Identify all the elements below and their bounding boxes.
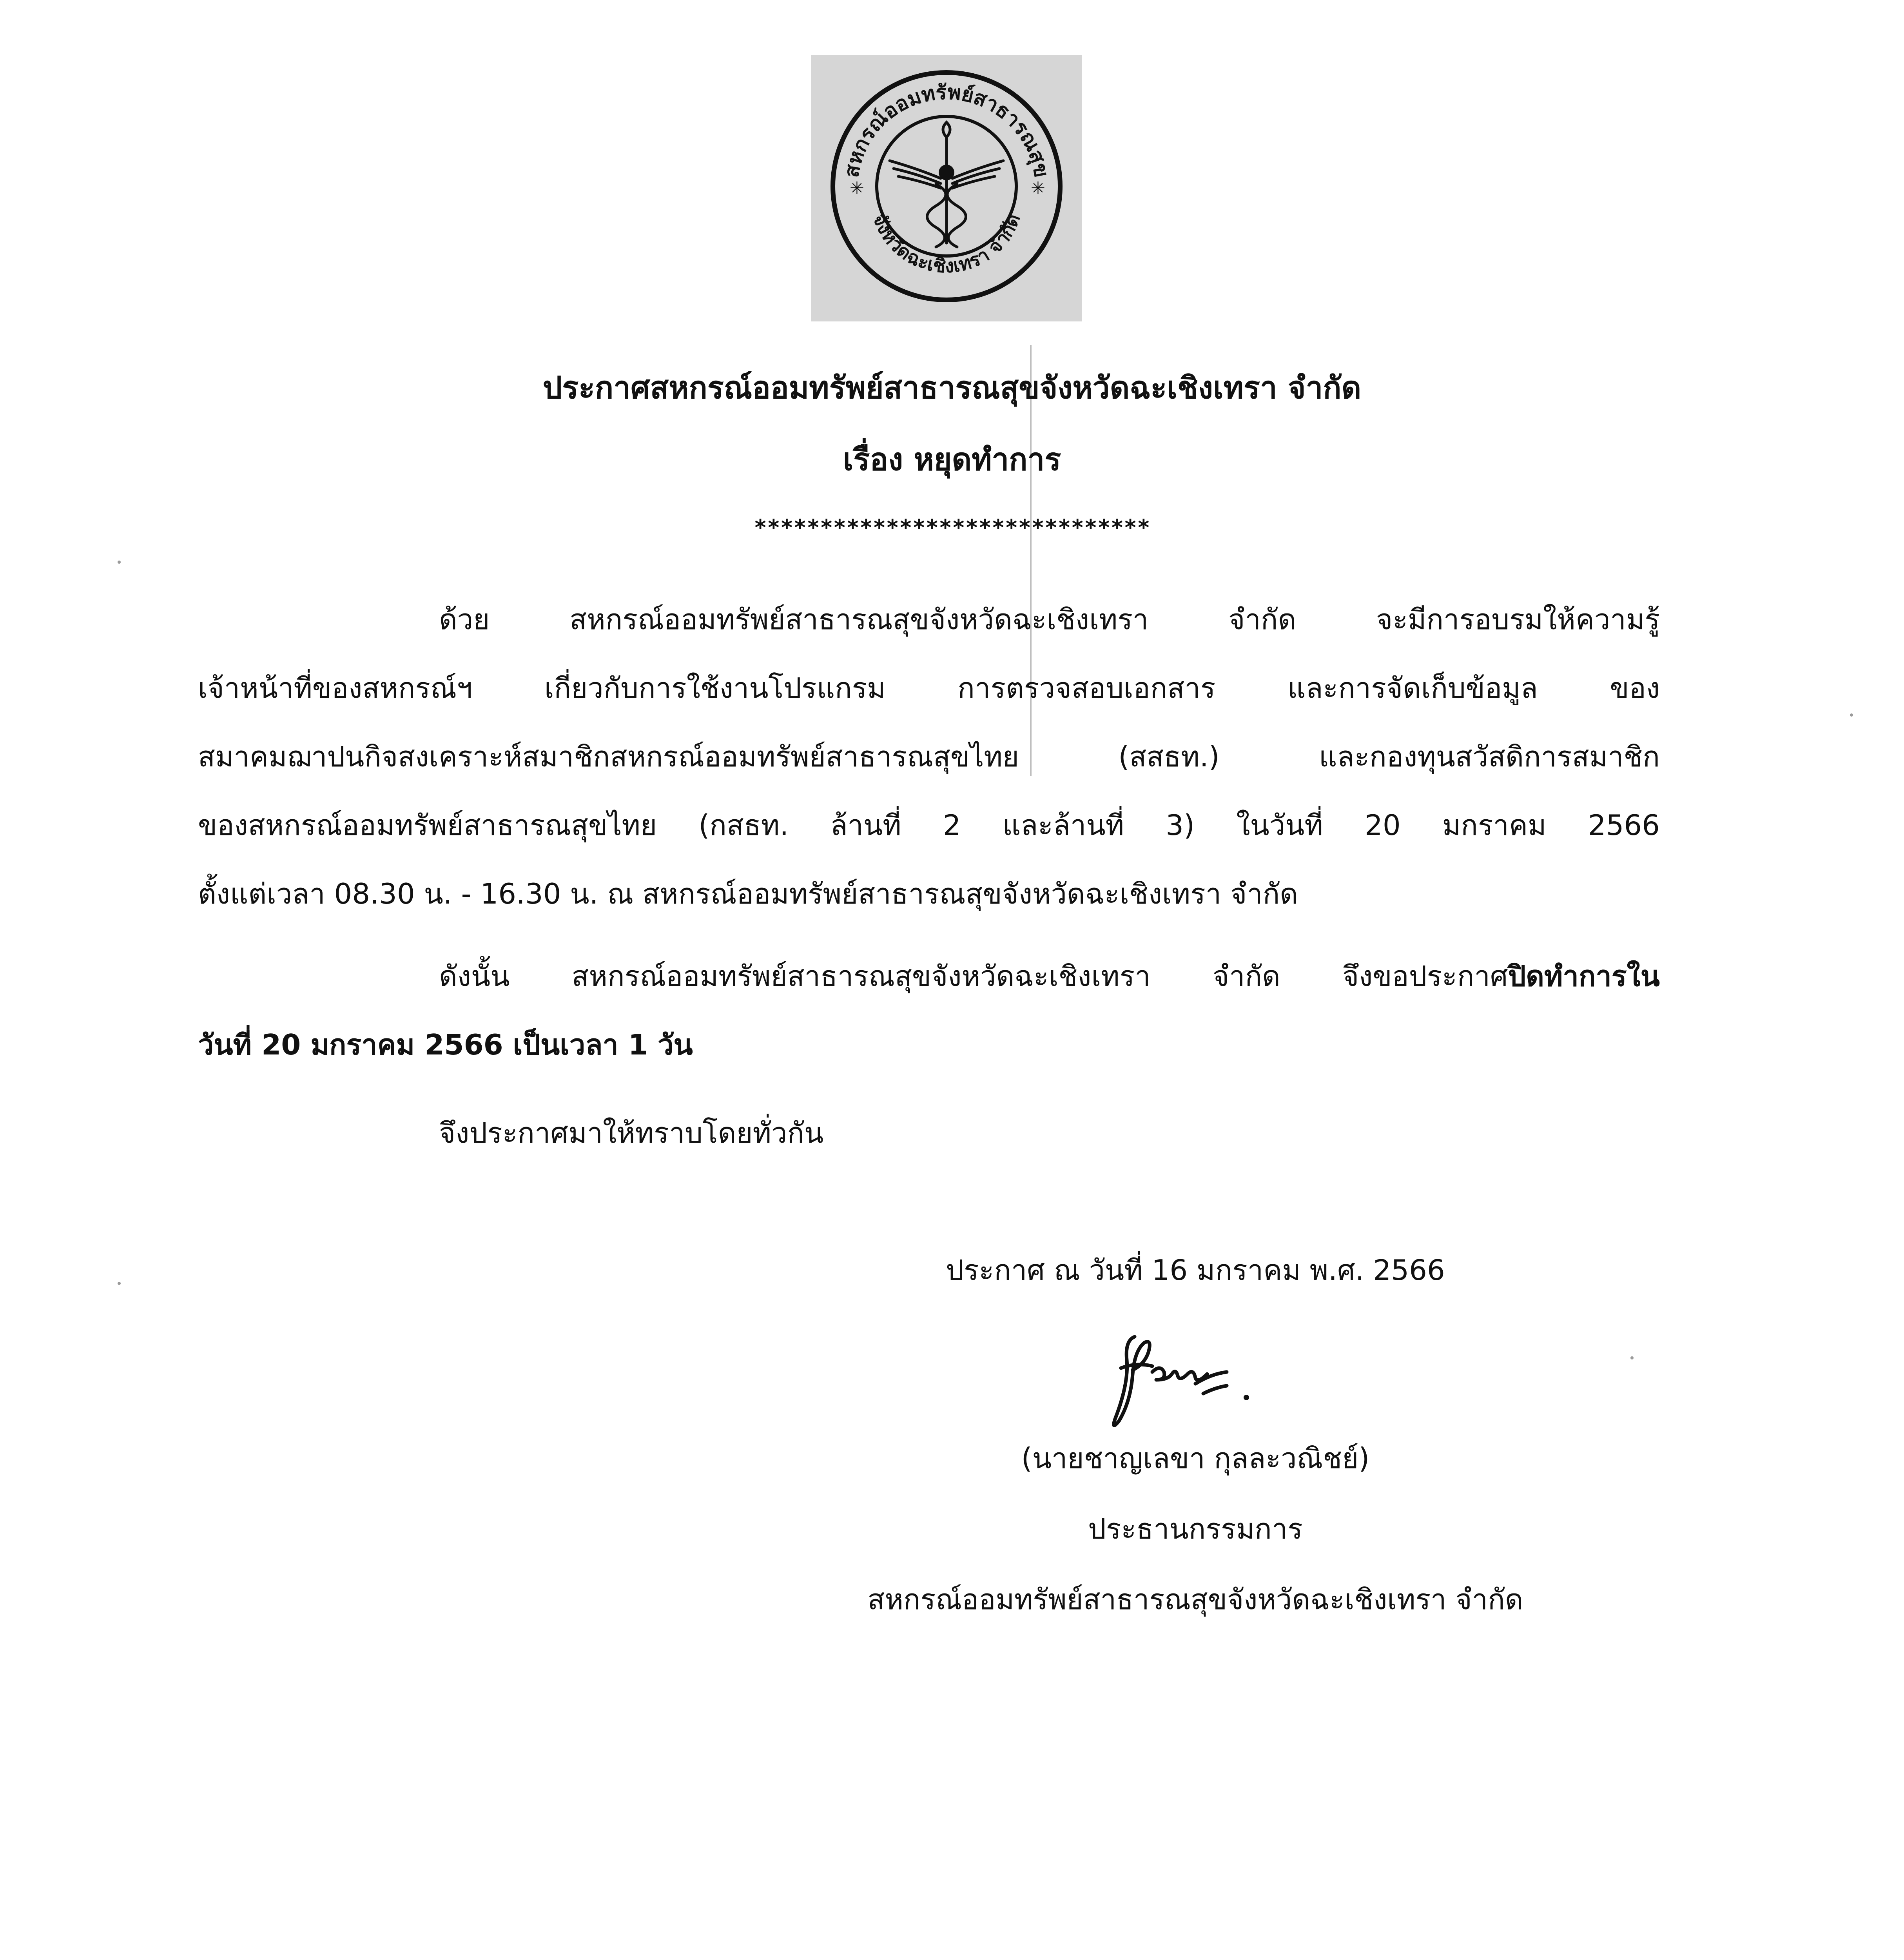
scan-speck [1850,713,1853,717]
paragraph-2-emphasis: ปิดทำการใน [1508,960,1660,993]
paragraph-2-text: ดังนั้น สหกรณ์ออมทรัพย์สาธารณสุขจังหวัดฉะเชิงเทรา จำกัด จึงขอประกาศ [439,960,1508,993]
announcement-subject: เรื่อง หยุดทำการ [843,442,1061,477]
signer-organization: สหกรณ์ออมทรัพย์สาธารณสุขจังหวัดฉะเชิงเทรา จำกัด [867,1583,1523,1616]
paragraph-1-line-1: ด้วย สหกรณ์ออมทรัพย์สาธารณสุขจังหวัดฉะเชิงเทรา จำกัด จะมีการอบรมให้ความรู้ [439,603,1660,636]
cooperative-seal-logo [811,55,1082,321]
signer-name: (นายชาญเลขา กุลละวณิชย์) [1021,1442,1370,1475]
paragraph-1-line-3: สมาคมฌาปนกิจสงเคราะห์สมาชิกสหกรณ์ออมทรัพย์สาธารณสุขไทย (สสธท.) และกองทุนสวัสดิการสมาชิก [198,740,1660,773]
scan-speck [1630,1356,1634,1359]
paragraph-1-line-5: ตั้งแต่เวลา 08.30 น. - 16.30 น. ณ สหกรณ์ออมทรัพย์สาธารณสุขจังหวัดฉะเชิงเทรา จำกัด [198,877,1298,910]
handwritten-signature [1097,1325,1270,1435]
svg-text:✳: ✳ [850,178,864,198]
signer-position: ประธานกรรมการ [1088,1512,1303,1545]
seal-text-bottom: จังหวัดฉะเชิงเทรา จำกัด [868,211,1025,278]
scan-speck [118,1282,121,1285]
paragraph-1-line-2: เจ้าหน้าที่ของสหกรณ์ฯ เกี่ยวกับการใช้งานโปรแกรม การตรวจสอบเอกสาร และการจัดเก็บข้อมูล ของ [198,671,1660,704]
paragraph-2-line-2: วันที่ 20 มกราคม 2566 เป็นเวลา 1 วัน [198,1028,693,1061]
announcement-date: ประกาศ ณ วันที่ 16 มกราคม พ.ศ. 2566 [946,1254,1445,1287]
paragraph-1-line-4: ของสหกรณ์ออมทรัพย์สาธารณสุขไทย (กสธท. ล้านที่ 2 และล้านที่ 3) ในวันที่ 20 มกราคม 2566 [198,809,1660,842]
paragraph-2-line-1 [439,956,1660,996]
scan-artifact-line [1030,345,1032,776]
seal-text-top: สหกรณ์ออมทรัพย์สาธารณสุข [840,80,1054,180]
svg-text:✳: ✳ [1031,178,1045,198]
announcement-title: ประกาศสหกรณ์ออมทรัพย์สาธารณสุขจังหวัดฉะเชิงเทรา จำกัด [542,370,1362,406]
paragraph-3: จึงประกาศมาให้ทราบโดยทั่วกัน [439,1116,824,1149]
separator-stars: ****************************** [754,515,1150,541]
scan-speck [118,561,121,564]
